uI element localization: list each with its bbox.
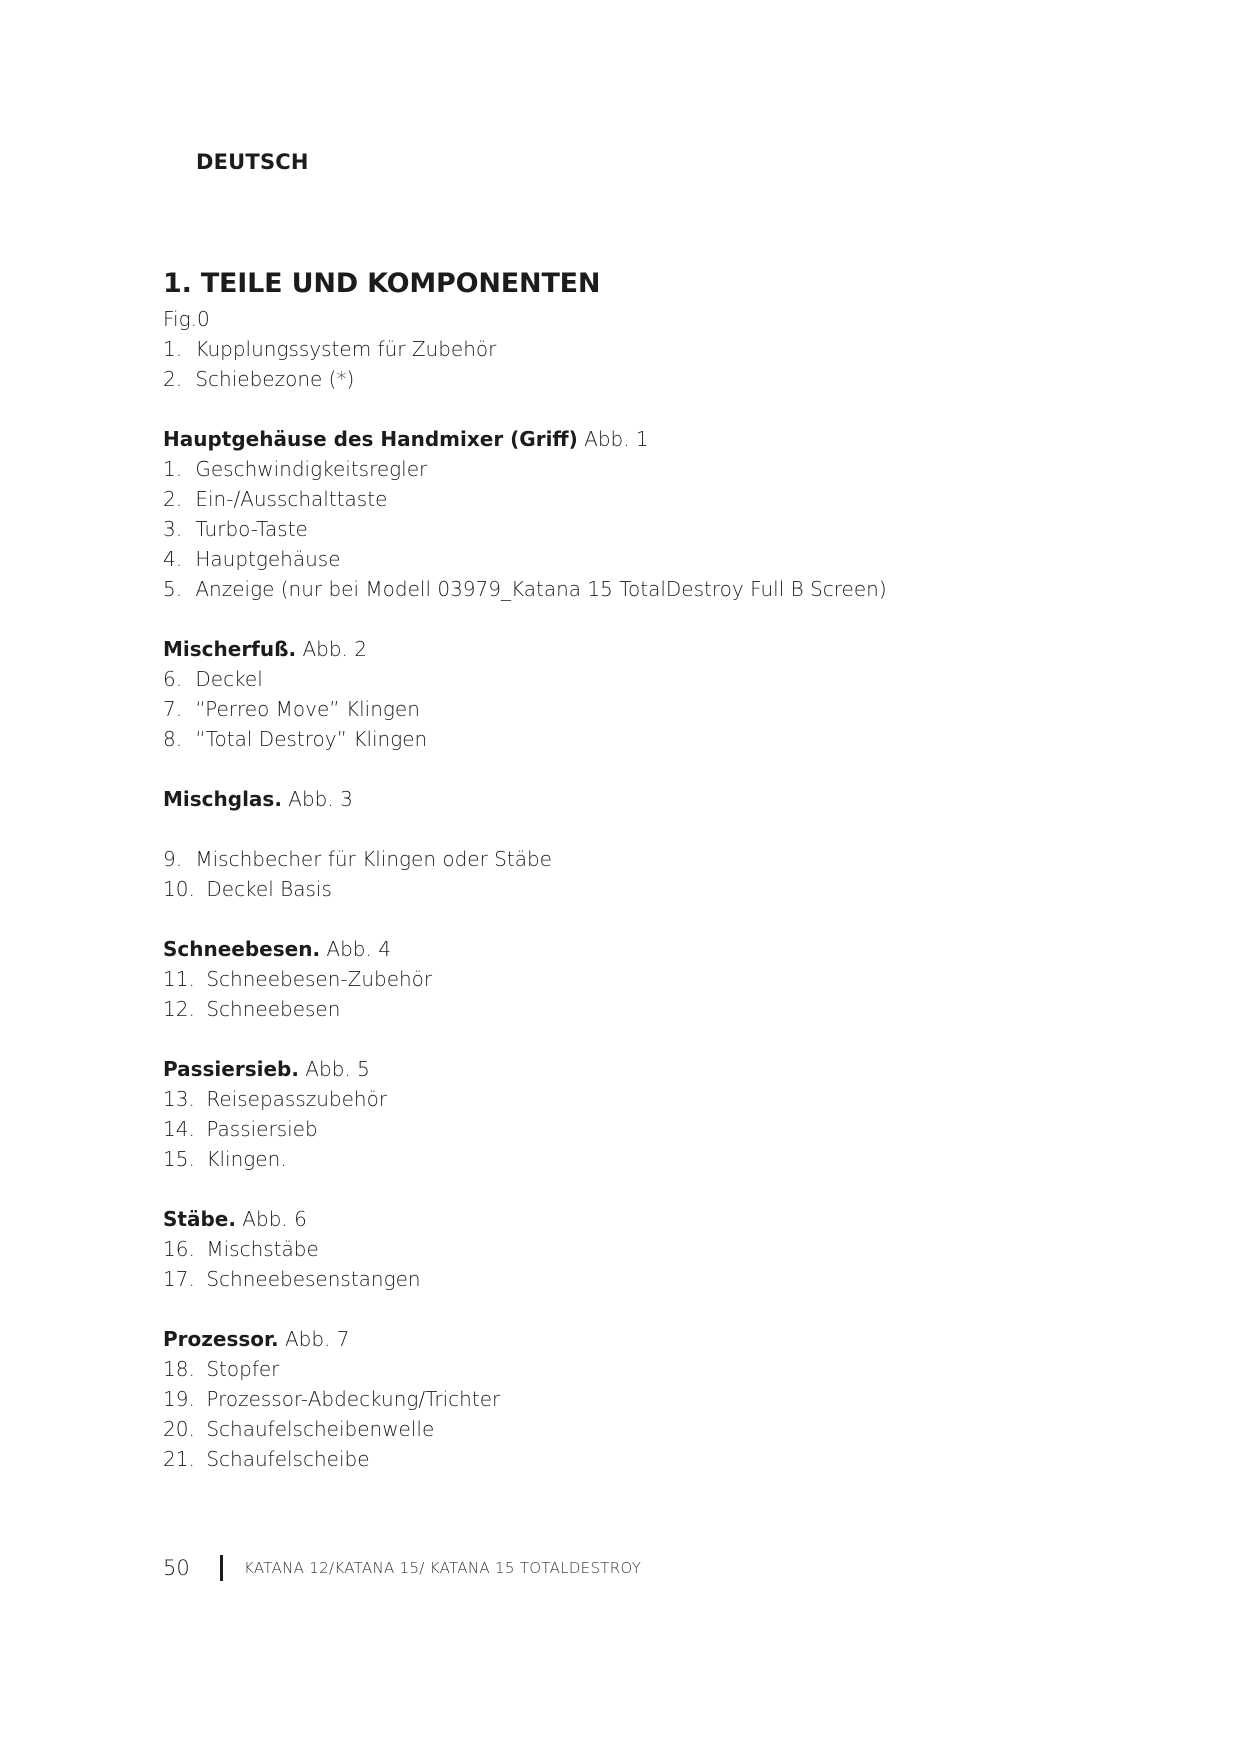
item-text: Deckel Basis <box>206 877 332 901</box>
list-item <box>163 1444 1123 1474</box>
section-figure-ref: Abb. 5 <box>298 1057 370 1081</box>
section-figure-ref: Abb. 1 <box>577 427 649 451</box>
section-name: Schneebesen. <box>163 937 321 961</box>
item-number: 5. <box>163 577 183 601</box>
item-number: 10. <box>163 877 195 901</box>
item-number: 1. <box>163 337 183 361</box>
list-item <box>163 1414 1123 1444</box>
item-number: 4. <box>163 547 183 571</box>
item-number: 14. <box>163 1117 195 1141</box>
section-heading <box>163 1204 1123 1234</box>
list-item <box>163 964 1123 994</box>
item-text: Prozessor-Abdeckung/Trichter <box>206 1387 501 1411</box>
item-text: Kupplungssystem für Zubehör <box>195 337 497 361</box>
section-name: Hauptgehäuse des Handmixer (Griff) <box>163 427 578 451</box>
item-number: 19. <box>163 1387 195 1411</box>
section-figure-ref: Abb. 4 <box>320 937 391 961</box>
section-name: Mischerfuß. <box>163 637 297 661</box>
item-number: 11. <box>163 967 195 991</box>
list-item <box>163 1084 1123 1114</box>
item-number: 13. <box>163 1087 195 1111</box>
section-list <box>163 1084 1123 1174</box>
item-number: 7. <box>163 697 183 721</box>
list-item <box>163 1234 1123 1264</box>
page-number: 50 <box>163 1556 190 1580</box>
item-text: “Perreo Move” Klingen <box>195 697 420 721</box>
list-item <box>163 454 1123 484</box>
list-item <box>163 694 1123 724</box>
item-number: 16. <box>163 1237 195 1261</box>
list-item <box>163 1354 1123 1384</box>
item-number: 15. <box>163 1147 195 1171</box>
item-text: Turbo-Taste <box>195 517 308 541</box>
list-item <box>163 364 1123 394</box>
section-list <box>163 454 1123 604</box>
footer-product-name: KATANA 12/KATANA 15/ KATANA 15 TOTALDESTROY <box>244 1559 642 1577</box>
item-number: 21. <box>163 1447 195 1471</box>
section-heading <box>163 1324 1123 1354</box>
list-item <box>163 1144 1123 1174</box>
main-content <box>163 264 1123 1474</box>
item-number: 3. <box>163 517 183 541</box>
section-heading <box>163 784 1123 814</box>
section-name: Passiersieb. <box>163 1057 299 1081</box>
section-mischerfuss <box>163 634 1123 754</box>
item-number: 9. <box>163 847 183 871</box>
section-list <box>163 1354 1123 1474</box>
section-schneebesen <box>163 934 1123 1024</box>
list-item <box>163 544 1123 574</box>
section-heading <box>163 424 1123 454</box>
section-mischglas <box>163 784 1123 904</box>
section-heading <box>163 934 1123 964</box>
language-label: DEUTSCH <box>196 150 309 174</box>
section-figure-ref: Abb. 6 <box>235 1207 307 1231</box>
section-figure-ref: Abb. 3 <box>281 787 353 811</box>
item-text: Deckel <box>195 667 263 691</box>
section-list <box>163 664 1123 754</box>
list-item <box>163 1114 1123 1144</box>
item-number: 2. <box>163 487 183 511</box>
item-text: “Total Destroy” Klingen <box>195 727 428 751</box>
item-text: Ein-/Ausschalttaste <box>195 487 388 511</box>
section-staebe <box>163 1204 1123 1294</box>
list-item <box>163 1384 1123 1414</box>
page-footer <box>163 1552 641 1584</box>
section-heading <box>163 1054 1123 1084</box>
item-number: 1. <box>163 457 183 481</box>
item-text: Reisepasszubehör <box>206 1087 388 1111</box>
section-list <box>163 964 1123 1024</box>
list-item <box>163 724 1123 754</box>
item-text: Schneebesenstangen <box>206 1267 421 1291</box>
item-text: Anzeige (nur bei Modell 03979_Katana 15 TotalDestroy Full B Screen) <box>195 577 887 601</box>
item-number: 12. <box>163 997 195 1021</box>
list-item <box>163 574 1123 604</box>
section-heading <box>163 634 1123 664</box>
list-item <box>163 994 1123 1024</box>
item-number: 8. <box>163 727 183 751</box>
item-text: Mischstäbe <box>206 1237 319 1261</box>
list-item <box>163 334 1123 364</box>
list-item <box>163 874 1123 904</box>
list-item <box>163 844 1123 874</box>
footer-divider <box>220 1555 223 1581</box>
item-text: Geschwindigkeitsregler <box>195 457 428 481</box>
section-prozessor <box>163 1324 1123 1474</box>
item-text: Schaufelscheibenwelle <box>206 1417 435 1441</box>
item-text: Schiebezone (*) <box>195 367 355 391</box>
item-number: 17. <box>163 1267 195 1291</box>
fig-reference: Fig.0 <box>163 307 210 331</box>
list-item <box>163 1264 1123 1294</box>
item-text: Mischbecher für Klingen oder Stäbe <box>195 847 552 871</box>
item-text: Stopfer <box>206 1357 280 1381</box>
item-number: 2. <box>163 367 183 391</box>
item-text: Schneebesen-Zubehör <box>206 967 433 991</box>
list-item <box>163 664 1123 694</box>
item-text: Schneebesen <box>206 997 341 1021</box>
list-item <box>163 514 1123 544</box>
intro-list <box>163 334 1123 394</box>
item-number: 20. <box>163 1417 195 1441</box>
section-name: Stäbe. <box>163 1207 236 1231</box>
item-text: Schaufelscheibe <box>206 1447 370 1471</box>
section-name: Mischglas. <box>163 787 282 811</box>
item-number: 18. <box>163 1357 195 1381</box>
section-passiersieb <box>163 1054 1123 1174</box>
item-text: Klingen. <box>206 1147 287 1171</box>
item-text: Passiersieb <box>206 1117 318 1141</box>
section-list <box>163 1234 1123 1294</box>
section-figure-ref: Abb. 7 <box>278 1327 350 1351</box>
item-text: Hauptgehäuse <box>195 547 341 571</box>
section-list <box>163 844 1123 904</box>
section-figure-ref: Abb. 2 <box>296 637 367 661</box>
section-name: Prozessor. <box>163 1327 279 1351</box>
page-title: 1. TEILE UND KOMPONENTEN <box>163 268 601 299</box>
list-item <box>163 484 1123 514</box>
section-hauptgehaeuse <box>163 424 1123 604</box>
item-number: 6. <box>163 667 183 691</box>
